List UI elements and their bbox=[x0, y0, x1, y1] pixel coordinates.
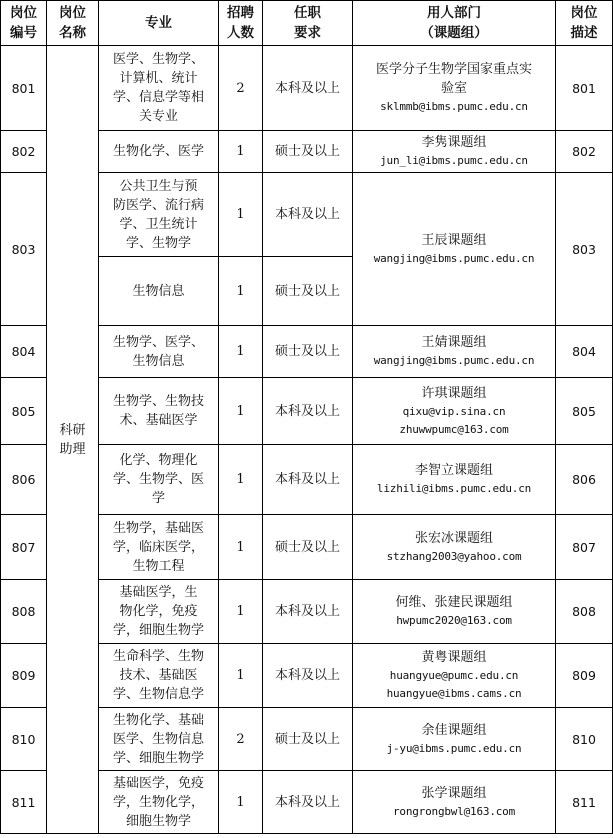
dept-cell bbox=[353, 378, 556, 445]
cell-line: 学，细胞生物学 bbox=[112, 623, 204, 638]
position-code: 805 bbox=[1, 378, 47, 445]
cell-line: 防医学、流行病 bbox=[112, 197, 204, 213]
requirement: 硕士及以上 bbox=[263, 326, 353, 378]
cell-line: 生物信息 bbox=[132, 283, 185, 299]
cell-line: 学、生物学、医 bbox=[112, 472, 204, 487]
email-link[interactable]: rongrongbwl@163.com bbox=[392, 804, 516, 818]
cell-line: 黄粤课题组 bbox=[421, 650, 487, 665]
hire-count: 1 bbox=[219, 445, 263, 515]
requirement: 本科及以上 bbox=[263, 771, 353, 834]
header-dept: 用人部门 （课题组） bbox=[353, 1, 556, 46]
hire-count: 1 bbox=[219, 257, 263, 326]
major-cell bbox=[99, 708, 219, 771]
cell-line: 学、生物学 bbox=[125, 235, 191, 251]
cell-line: 医学、生物学、 bbox=[112, 52, 204, 67]
requirement: 硕士及以上 bbox=[263, 515, 353, 580]
cell-line: 科研 bbox=[59, 422, 86, 438]
cell-line: 何维、张建民课题组 bbox=[395, 595, 513, 610]
hire-count: 1 bbox=[219, 131, 263, 173]
cell-line: 王婧课题组 bbox=[421, 335, 487, 350]
header-major: 专业 bbox=[99, 1, 219, 46]
cell-line: 学，生物化学， bbox=[112, 794, 204, 810]
cell-line: 生物化学、医学 bbox=[112, 144, 204, 159]
position-code: 811 bbox=[1, 771, 47, 834]
major-cell bbox=[99, 257, 219, 326]
dept-cell bbox=[353, 708, 556, 771]
requirement: 本科及以上 bbox=[263, 173, 353, 257]
cell-line: 关专业 bbox=[138, 109, 178, 124]
position-desc: 811 bbox=[556, 771, 613, 834]
major-cell bbox=[99, 173, 219, 257]
major-cell bbox=[99, 326, 219, 378]
major-cell bbox=[99, 445, 219, 515]
dept-cell bbox=[353, 445, 556, 515]
requirement: 硕士及以上 bbox=[263, 257, 353, 326]
cell-line: 生物工程 bbox=[132, 558, 185, 574]
cell-line: 助理 bbox=[59, 441, 86, 457]
email-link[interactable]: huangyue@pumc.edu.cn bbox=[389, 669, 519, 682]
email-link[interactable]: j-yu@ibms.pumc.edu.cn bbox=[386, 741, 522, 755]
position-desc: 804 bbox=[556, 326, 613, 378]
position-desc: 807 bbox=[556, 515, 613, 580]
cell-line: 术、基础医学 bbox=[119, 413, 198, 428]
header-title: 岗位 名称 bbox=[47, 1, 99, 46]
hire-count: 1 bbox=[219, 515, 263, 580]
cell-line: 许琪课题组 bbox=[421, 385, 487, 401]
position-code: 802 bbox=[1, 131, 47, 173]
hire-count: 1 bbox=[219, 644, 263, 708]
cell-line: 余佳课题组 bbox=[421, 722, 487, 738]
requirement: 本科及以上 bbox=[263, 378, 353, 445]
cell-line: 生物学，基础医 bbox=[112, 520, 204, 536]
cell-line: 化学、物理化 bbox=[119, 453, 198, 468]
position-desc: 810 bbox=[556, 708, 613, 771]
email-link[interactable]: wangjing@ibms.pumc.edu.cn bbox=[373, 354, 535, 367]
cell-line: 王辰课题组 bbox=[421, 232, 487, 248]
hire-count: 2 bbox=[219, 46, 263, 131]
cell-line: 张宏冰课题组 bbox=[414, 530, 493, 546]
cell-line: 基础医学，生 bbox=[119, 585, 198, 600]
cell-line: 学，临床医学， bbox=[112, 539, 204, 555]
requirement: 本科及以上 bbox=[263, 580, 353, 644]
dept-cell bbox=[353, 515, 556, 580]
cell-line: 物化学，免疫 bbox=[119, 604, 198, 619]
dept-cell bbox=[353, 644, 556, 708]
dept-cell bbox=[353, 771, 556, 834]
cell-line: 计算机、统计 bbox=[119, 71, 198, 86]
position-desc: 806 bbox=[556, 445, 613, 515]
hire-count: 1 bbox=[219, 326, 263, 378]
cell-line: 学、细胞生物学 bbox=[112, 750, 204, 766]
cell-line: 李隽课题组 bbox=[421, 135, 487, 150]
position-code: 810 bbox=[1, 708, 47, 771]
email-link[interactable]: huangyue@ibms.cams.cn bbox=[386, 687, 522, 700]
email-link[interactable]: stzhang2003@yahoo.com bbox=[386, 549, 522, 563]
cell-line: 验室 bbox=[440, 81, 467, 96]
requirement: 硕士及以上 bbox=[263, 131, 353, 173]
cell-line: 医学分子生物学国家重点实 bbox=[375, 62, 532, 77]
cell-line: 生物化学、基础 bbox=[112, 712, 204, 728]
position-desc: 805 bbox=[556, 378, 613, 445]
major-cell bbox=[99, 644, 219, 708]
requirement: 硕士及以上 bbox=[263, 708, 353, 771]
email-link[interactable]: zhuwwpumc@163.com bbox=[399, 422, 509, 436]
cell-line: 学、信息学等相 bbox=[112, 90, 204, 105]
major-cell bbox=[99, 46, 219, 131]
email-link[interactable]: hwpumc2020@163.com bbox=[396, 614, 512, 627]
position-code: 809 bbox=[1, 644, 47, 708]
position-desc: 809 bbox=[556, 644, 613, 708]
header-count: 招聘 人数 bbox=[219, 1, 263, 46]
dept-cell bbox=[353, 131, 556, 173]
cell-line: 学、卫生统计 bbox=[119, 216, 198, 232]
header-code: 岗位 编号 bbox=[1, 1, 47, 46]
requirement: 本科及以上 bbox=[263, 644, 353, 708]
major-cell bbox=[99, 378, 219, 445]
position-desc: 802 bbox=[556, 131, 613, 173]
position-code: 808 bbox=[1, 580, 47, 644]
cell-line: 生物学、医学、 bbox=[112, 334, 204, 350]
position-desc: 808 bbox=[556, 580, 613, 644]
hire-count: 1 bbox=[219, 378, 263, 445]
email-link[interactable]: jun_li@ibms.pumc.edu.cn bbox=[380, 154, 528, 167]
header-desc: 岗位 描述 bbox=[556, 1, 613, 46]
cell-line: 生物学、生物技 bbox=[112, 394, 204, 409]
major-cell bbox=[99, 131, 219, 173]
cell-line: 学 bbox=[151, 491, 165, 506]
email-link[interactable]: wangjing@ibms.pumc.edu.cn bbox=[373, 251, 535, 265]
position-desc: 801 bbox=[556, 46, 613, 131]
cell-line: 生命科学、生物 bbox=[112, 649, 204, 664]
email-link[interactable]: qixu@vip.sina.cn bbox=[402, 404, 506, 418]
major-cell bbox=[99, 580, 219, 644]
table-row bbox=[1, 46, 613, 131]
dept-cell bbox=[353, 580, 556, 644]
requirement: 本科及以上 bbox=[263, 445, 353, 515]
position-code: 807 bbox=[1, 515, 47, 580]
cell-line: 技术、基础医 bbox=[119, 668, 198, 683]
email-link[interactable]: lizhili@ibms.pumc.edu.cn bbox=[376, 482, 532, 495]
hire-count: 1 bbox=[219, 580, 263, 644]
major-cell bbox=[99, 515, 219, 580]
email-link[interactable]: sklmmb@ibms.pumc.edu.cn bbox=[380, 100, 528, 113]
cell-line: 医学、生物信息 bbox=[112, 731, 204, 747]
hire-count: 1 bbox=[219, 771, 263, 834]
major-cell bbox=[99, 771, 219, 834]
position-desc: 803 bbox=[556, 173, 613, 326]
dept-cell bbox=[353, 46, 556, 131]
dept-cell bbox=[353, 173, 556, 326]
cell-line: 公共卫生与预 bbox=[119, 178, 198, 194]
dept-cell bbox=[353, 326, 556, 378]
cell-line: 生物信息 bbox=[132, 353, 185, 369]
cell-line: 学、生物信息学 bbox=[112, 687, 204, 702]
position-code: 804 bbox=[1, 326, 47, 378]
hire-count: 1 bbox=[219, 173, 263, 257]
cell-line: 基础医学，免疫 bbox=[112, 775, 204, 791]
header-requirement: 任职 要求 bbox=[263, 1, 353, 46]
header-row bbox=[1, 1, 613, 46]
cell-line: 李智立课题组 bbox=[414, 463, 493, 478]
position-code: 801 bbox=[1, 46, 47, 131]
position-code: 803 bbox=[1, 173, 47, 326]
cell-line: 张学课题组 bbox=[421, 785, 487, 801]
hire-count: 2 bbox=[219, 708, 263, 771]
position-title bbox=[47, 46, 99, 834]
requirement: 本科及以上 bbox=[263, 46, 353, 131]
cell-line: 细胞生物学 bbox=[125, 813, 191, 829]
position-code: 806 bbox=[1, 445, 47, 515]
